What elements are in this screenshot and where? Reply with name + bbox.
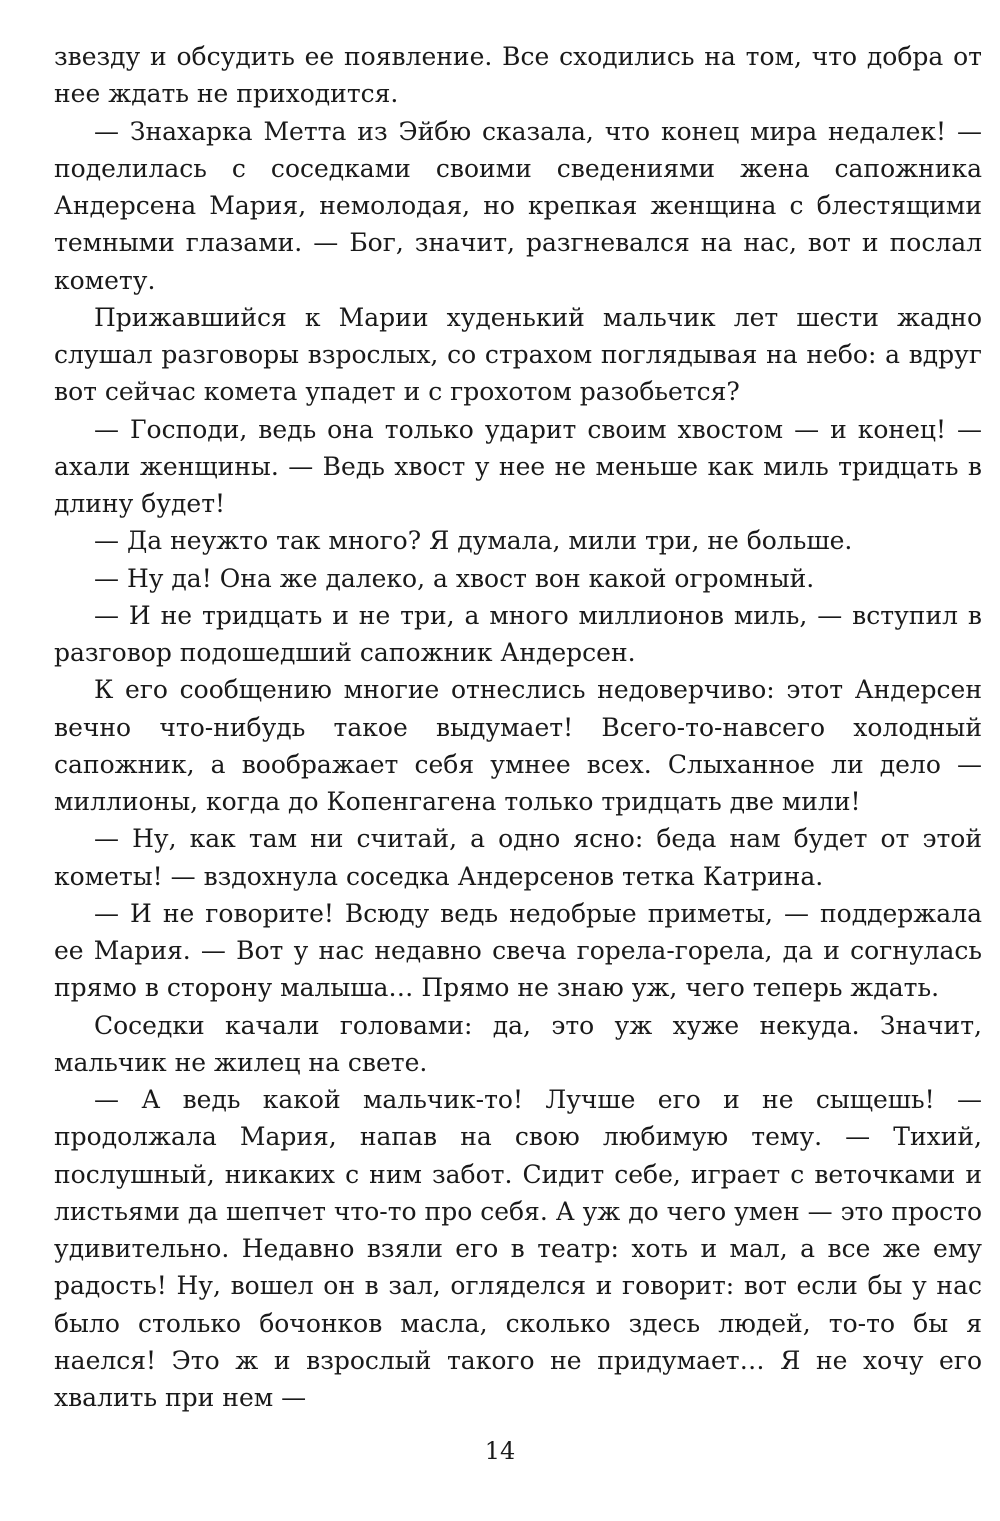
paragraph: — Ну, как там ни считай, а одно ясно: беда нам будет от этой кометы! — вздохнула соседка Андерсенов тетка Катрина. — [54, 824, 982, 891]
paragraph: — Да неужто так много? Я думала, мили три, не больше. — [94, 526, 853, 556]
paragraph: К его сообщению многие отнеслись недоверчиво: этот Андерсен вечно что-нибудь такое выдумает! Всего-то-навсего холодный сапожник, а воображает себя умнее всех. Слыханное ли дело — миллионы, когда до Копенгагена только тридцать две мили! — [54, 675, 982, 816]
paragraph: — Господи, ведь она только ударит своим хвостом — и конец! — ахали женщины. — Ведь хвост у нее не меньше как миль тридцать в длину будет! — [54, 414, 982, 518]
paragraph: Прижавшийся к Марии худенький мальчик лет шести жадно слушал разговоры взрослых, со страхом поглядывая на небо: а вдруг вот сейчас комета упадет и с грохотом разобьется? — [54, 302, 982, 407]
paragraph: Соседки качали головами: да, это уж хуже некуда. Значит, мальчик не жилец на свете. — [54, 1010, 982, 1077]
paragraph: — И не тридцать и не три, а много миллионов миль, — вступил в разговор подошедший сапожник Андерсен. — [54, 600, 982, 667]
paragraph: — И не говорите! Всюду ведь недобрые приметы, — поддержала ее Мария. — Вот у нас недавно свеча горела-горела, да и согнулась прямо в сторону малыша… Прямо не знаю уж, чего теперь ждать. — [54, 898, 982, 1003]
page-text-body — [54, 38, 982, 1416]
paragraph: — А ведь какой мальчик-то! Лучше его и не сыщешь! — продолжала Мария, напав на свою любимую тему. — Тихий, послушный, никаких с ним забот. Сидит себе, играет с веточками и листьями да шепчет что-то про себя. А уж до чего умен — это просто удивительно. Недавно взяли его в театр: хоть и мал, а все же ему радость! Ну, вошел он в зал, огляделся и говорит: вот если бы у нас было столько бочонков масла, сколько здесь людей, то-то бы я наелся! Это ж и взрослый такого не придумает… Я не хочу его хвалить при нем — — [54, 1085, 983, 1412]
paragraph: — Знахарка Метта из Эйбю сказала, что конец мира недалек! — поделилась с соседками своими сведениями жена сапожника Андерсена Мария, немолодая, но крепкая женщина с блестящими темными глазами. — Бог, значит, разгневался на нас, вот и послал комету. — [54, 116, 982, 295]
paragraph: — Ну да! Она же далеко, а хвост вон какой огромный. — [94, 563, 815, 593]
paragraph-continued: звезду и обсудить ее появление. Все сходились на том, что добра от нее ждать не приходится. — [54, 42, 982, 109]
page-number: 14 — [484, 1437, 516, 1465]
